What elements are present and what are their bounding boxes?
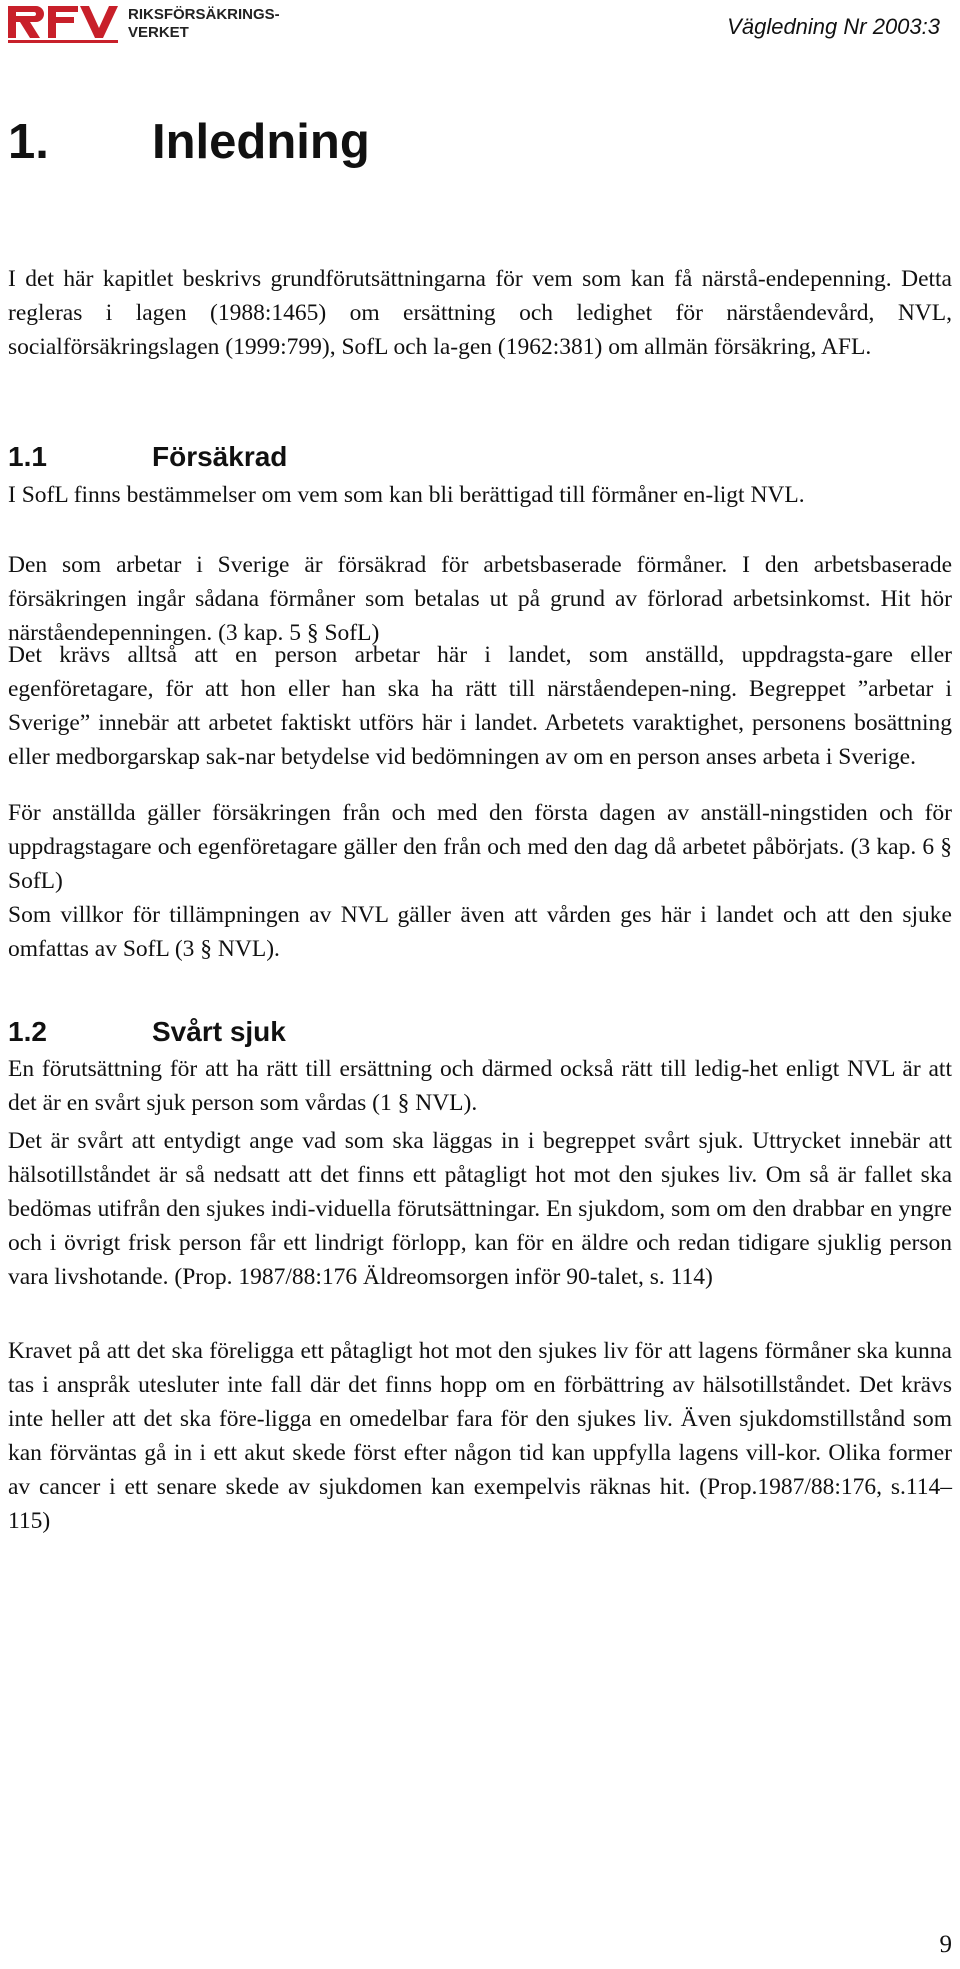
document-id: Vägledning Nr 2003:3 xyxy=(727,14,940,39)
paragraph: Den som arbetar i Sverige är försäkrad för arbetsbaserade förmåner. I den arbetsbaserade försäkringen ingår sådana förmåner som betalas ut på grund av förlorad arbetsinkomst. Hit hör närståendepenningen. (3 kap. 5 § SofL) xyxy=(8,552,952,646)
page-header xyxy=(0,0,960,60)
rfv-logo-mark xyxy=(6,2,326,44)
paragraph: En förutsättning för att ha rätt till ersättning och därmed också rätt till ledig-het enligt NVL är att det är en svårt sjuk person som vårdas (1 § NVL). xyxy=(8,1056,952,1116)
section-heading-1-1 xyxy=(8,440,287,474)
paragraph: Som villkor för tillämpningen av NVL gäller även att vården ges här i landet och att den sjuke omfattas av SofL (3 § NVL). xyxy=(8,902,952,962)
section-title-text: Svårt sjuk xyxy=(152,1016,286,1047)
section-number: 1.1 xyxy=(8,441,47,472)
logo-text-line1: RIKSFÖRSÄKRINGS- xyxy=(128,6,280,23)
page-number: 9 xyxy=(939,1931,952,1958)
intro-paragraph: I det här kapitlet beskrivs grundförutsättningarna för vem som kan få närstå-endepenning. Detta regleras i lagen (1988:1465) om ersättning och ledighet för närståendevård, NVL, socialförsäkringslagen (1999:799), SofL och la-gen (1962:381) om allmän försäkring, AFL. xyxy=(8,266,952,360)
chapter-title xyxy=(8,112,370,172)
rfv-logo xyxy=(6,2,326,44)
chapter-title-text: Inledning xyxy=(152,115,370,169)
section-heading-1-2 xyxy=(8,1015,286,1049)
paragraph: Kravet på att det ska föreligga ett påtagligt hot mot den sjukes liv för att lagens förmåner ska kunna tas i anspråk utesluter inte fall där det finns hopp om en förbättring av hälsotillståndet. Det krävs inte heller att det ska före-ligga en omedelbar fara för den sjukes liv. Även sjukdomstillstånd som kan förväntas gå in i ett akut skede först efter någon tid kan uppfylla lagens vill-kor. Olika former av cancer i ett senare skede av sjukdomen kan exempelvis räknas hit. (Prop.1987/88:176, s.114–115) xyxy=(8,1338,952,1534)
logo-text-line2: VERKET xyxy=(128,24,189,41)
chapter-number: 1. xyxy=(8,115,49,169)
paragraph: Det krävs alltså att en person arbetar här i landet, som anställd, uppdragsta-gare eller egenföretagare, för att hon eller han ska ha rätt till närståendepen-ning. Begreppet ”arbetar i Sverige” innebär att arbetet faktiskt utförs här i landet. Arbetets varaktighet, personens bosättning eller medborgarskap sak-nar betydelse vid bedömningen av om en person anses arbeta i Sverige. xyxy=(8,642,952,770)
paragraph: Det är svårt att entydigt ange vad som ska läggas in i begreppet svårt sjuk. Uttrycket innebär att hälsotillståndet är så nedsatt att det finns ett påtagligt hot mot den sjukes liv. Om så är fallet ska bedömas utifrån den sjukes indi-viduella förutsättningar. En sjukdom, som om den drabbar en yngre och i övrigt frisk person får ett lindrigt förlopp, kan för en äldre och redan tidigare sjuklig person vara livshotande. (Prop. 1987/88:176 Äldreomsorgen inför 90-talet, s. 114) xyxy=(8,1128,952,1290)
paragraph: I SofL finns bestämmelser om vem som kan bli berättigad till förmåner en-ligt NVL. xyxy=(8,482,805,508)
paragraph: För anställda gäller försäkringen från och med den första dagen av anställ-ningstiden och för uppdragstagare och egenföretagare gäller den från och med den dag då arbetet påbörjats. (3 kap. 6 § SofL) xyxy=(8,800,952,894)
section-title-text: Försäkrad xyxy=(152,441,288,472)
section-number: 1.2 xyxy=(8,1016,47,1047)
